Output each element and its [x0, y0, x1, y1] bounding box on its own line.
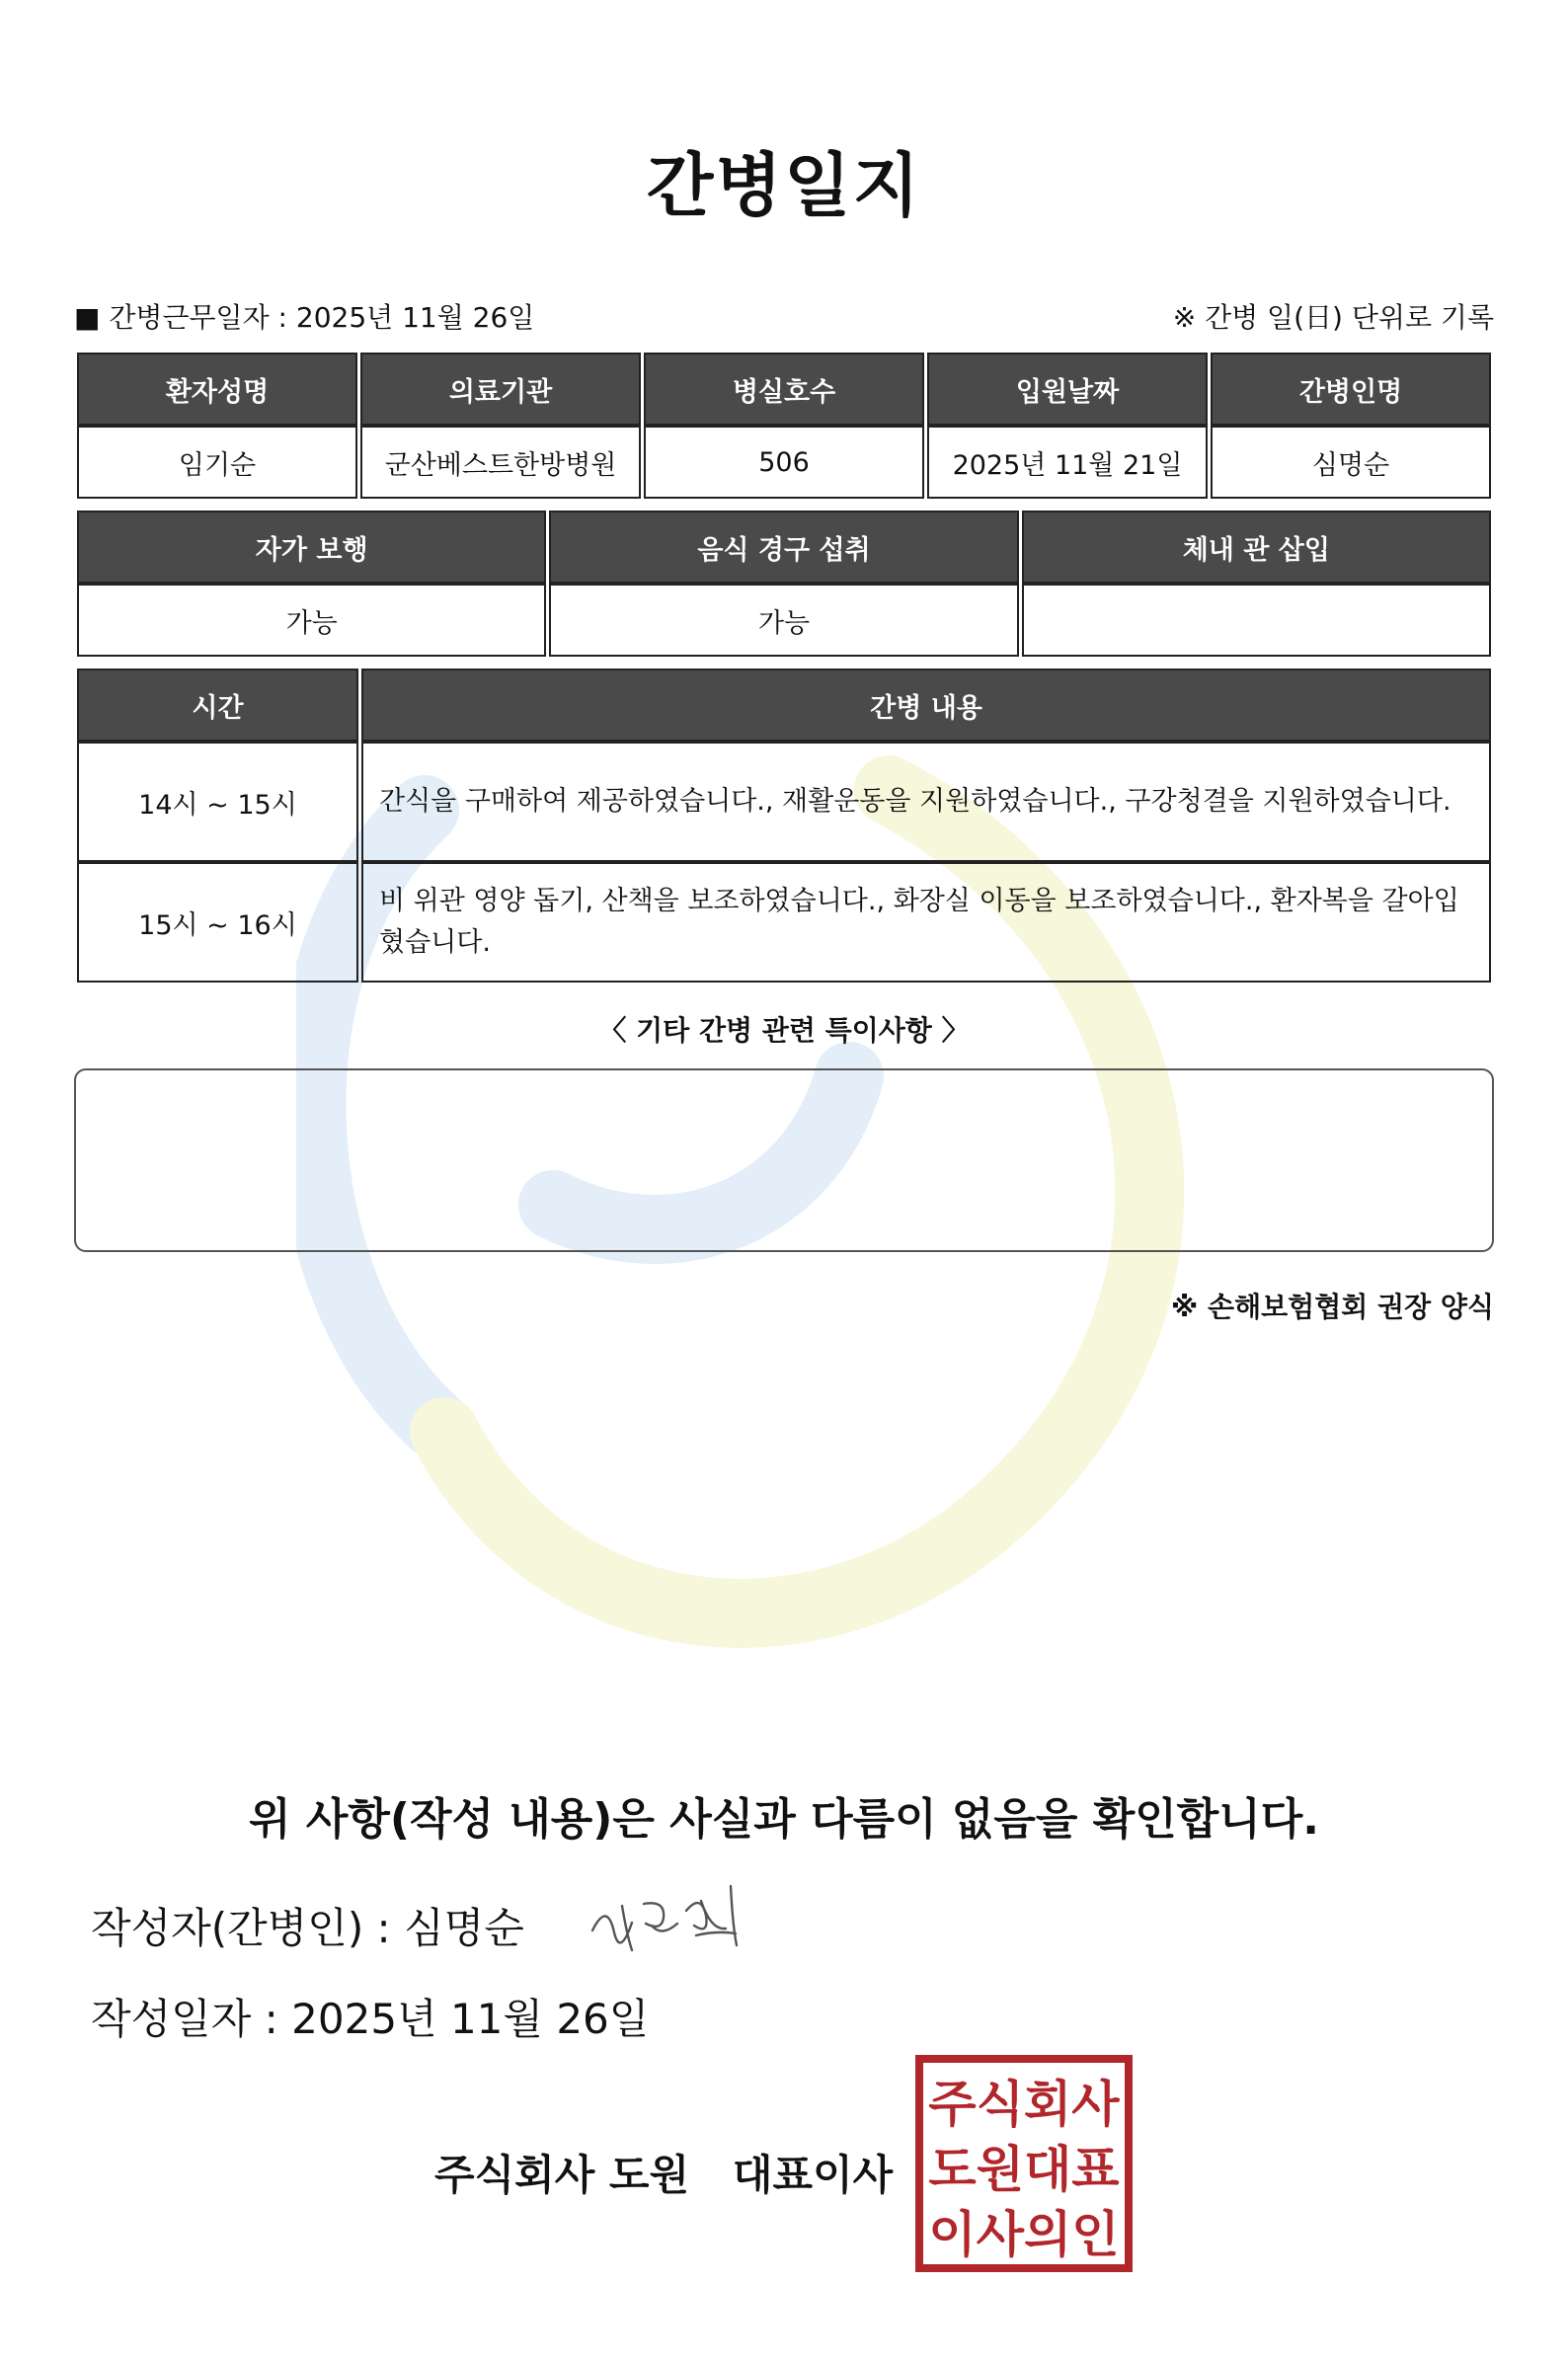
work-date-value: 2025년 11월 26일	[295, 301, 535, 334]
care-content: 비 위관 영양 돕기, 산책을 보조하였습니다., 화장실 이동을 보조하였습니다., 환자복을 갈아입혔습니다.	[361, 862, 1491, 983]
daily-record-note: ※ 간병 일(日) 단위로 기록	[1172, 301, 1494, 334]
company-seal	[914, 2054, 1134, 2273]
self-walking-value: 가능	[77, 584, 546, 657]
header-patient-name: 환자성명	[77, 353, 357, 426]
written-date-label: 작성일자 :	[91, 1995, 278, 2043]
header-time: 시간	[77, 669, 358, 742]
header-caregiver: 간병인명	[1211, 353, 1491, 426]
header-room: 병실호수	[644, 353, 924, 426]
handwritten-signature	[583, 1876, 760, 1965]
header-hospital: 의료기관	[360, 353, 641, 426]
tube-insertion-value	[1022, 584, 1491, 657]
table-row	[77, 742, 1491, 862]
writer-name: 심명순	[404, 1904, 524, 1952]
writer-line	[91, 1896, 524, 1955]
writer-label: 작성자(간병인) :	[91, 1904, 391, 1952]
recommended-form-note: ※ 손해보험협회 권장 양식	[1171, 1291, 1494, 1323]
work-date	[74, 296, 534, 336]
written-date-line	[91, 1987, 649, 2046]
seal-line-1: 주식회사	[928, 2076, 1120, 2133]
patient-status-table	[74, 511, 1494, 657]
special-notes-box	[74, 1068, 1494, 1252]
patient-name: 임기순	[77, 426, 357, 499]
confirmation-statement: 위 사항(작성 내용)은 사실과 다름이 없음을 확인합니다.	[249, 1794, 1319, 1845]
seal-line-2: 도원대표	[928, 2141, 1120, 2198]
header-oral-intake: 음식 경구 섭취	[549, 511, 1018, 584]
admission-date: 2025년 11월 21일	[927, 426, 1208, 499]
hospital-name: 군산베스트한방병원	[360, 426, 641, 499]
page-title: 간병일지	[646, 145, 922, 226]
header-care-content: 간병 내용	[361, 669, 1491, 742]
table-row	[77, 862, 1491, 983]
care-time: 14시 ~ 15시	[77, 742, 358, 862]
oral-intake-value: 가능	[549, 584, 1018, 657]
special-notes-title: 〈 기타 간병 관련 특이사항 〉	[598, 1014, 970, 1047]
room-number: 506	[644, 426, 924, 499]
care-log-table	[74, 669, 1494, 983]
care-content: 간식을 구매하여 제공하였습니다., 재활운동을 지원하였습니다., 구강청결을 지원하였습니다.	[361, 742, 1491, 862]
header-self-walking: 자가 보행	[77, 511, 546, 584]
company-representative: 주식회사 도원 대표이사	[434, 2151, 894, 2199]
written-date-value: 2025년 11월 26일	[291, 1995, 650, 2043]
header-tube-insertion: 체내 관 삽입	[1022, 511, 1491, 584]
seal-line-3: 이사의인	[928, 2206, 1120, 2263]
care-time: 15시 ~ 16시	[77, 862, 358, 983]
work-date-label: ■ 간병근무일자 :	[74, 301, 287, 334]
patient-info-table	[74, 353, 1494, 499]
header-admission-date: 입원날짜	[927, 353, 1208, 426]
caregiver-name: 심명순	[1211, 426, 1491, 499]
